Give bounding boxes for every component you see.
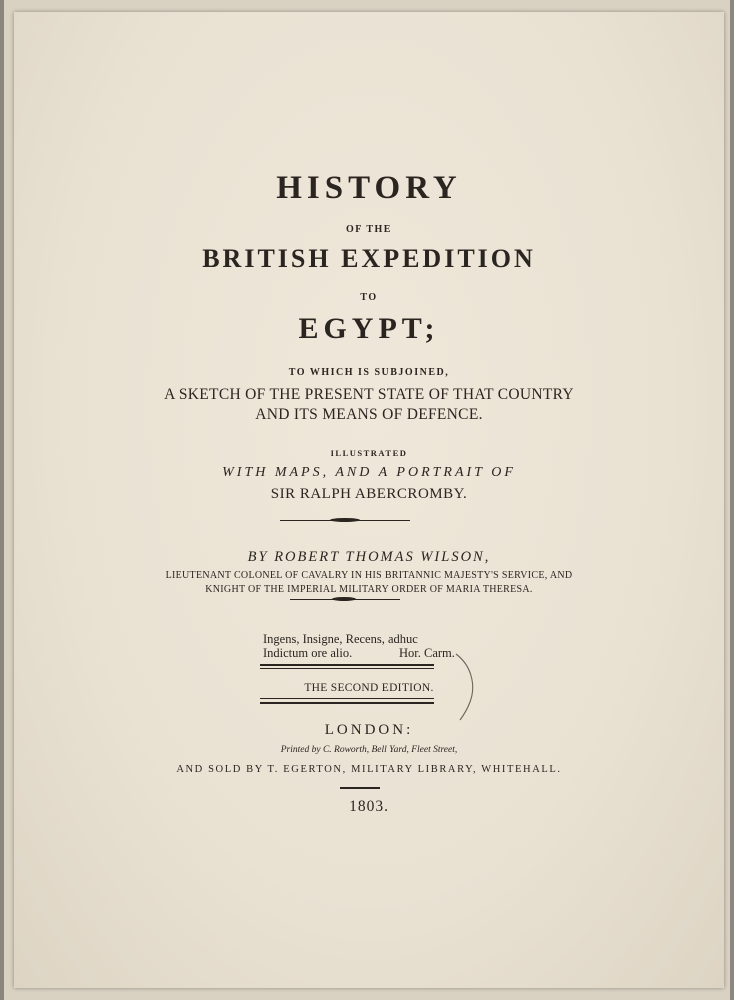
book-title: HISTORY (276, 170, 462, 206)
publication-year: 1803. (349, 798, 389, 815)
of-the-line: OF THE (346, 224, 392, 235)
sketch-line-2: AND ITS MEANS OF DEFENCE. (255, 406, 483, 423)
author-title-line-2: KNIGHT OF THE IMPERIAL MILITARY ORDER OF MARIA THERESA. (205, 584, 533, 595)
portrait-subject: SIR RALPH ABERCROMBY. (270, 486, 468, 502)
motto-source: Hor. Carm. (399, 646, 455, 660)
to-line: TO (360, 292, 378, 303)
year-rule (340, 787, 380, 789)
author-line: BY ROBERT THOMAS WILSON, (247, 549, 491, 565)
illustrated-line: ILLUSTRATED (330, 448, 408, 458)
title-page (14, 12, 724, 988)
maps-line: WITH MAPS, AND A PORTRAIT OF (222, 465, 516, 480)
edition-line: THE SECOND EDITION. (304, 682, 434, 694)
subjoined-line: TO WHICH IS SUBJOINED, (288, 367, 450, 378)
motto-line-1: Ingens, Insigne, Recens, adhuc (263, 632, 418, 646)
sketch-line-1: A SKETCH OF THE PRESENT STATE OF THAT COUNTRY (164, 386, 574, 403)
imprint-city: LONDON: (324, 722, 414, 738)
rule-ornament-1 (330, 518, 360, 522)
edition-rule-top-a (260, 664, 434, 666)
book-subtitle: BRITISH EXPEDITION (202, 244, 536, 273)
author-title-line-1: LIEUTENANT COLONEL OF CAVALRY IN HIS BRITANNIC MAJESTY'S SERVICE, AND (165, 570, 573, 581)
printer-line: Printed by C. Roworth, Bell Yard, Fleet Street, (280, 745, 458, 755)
rule-ornament-2 (332, 597, 356, 601)
edition-rule-bottom-a (260, 698, 434, 699)
edition-rule-bottom-b (260, 702, 434, 704)
motto-line-2: Indictum ore alio. (263, 646, 353, 660)
pencil-mark (454, 652, 484, 722)
country-name: EGYPT; (298, 312, 440, 345)
edition-rule-top-b (260, 668, 434, 669)
seller-line: AND SOLD BY T. EGERTON, MILITARY LIBRARY, WHITEHALL. (176, 764, 562, 775)
